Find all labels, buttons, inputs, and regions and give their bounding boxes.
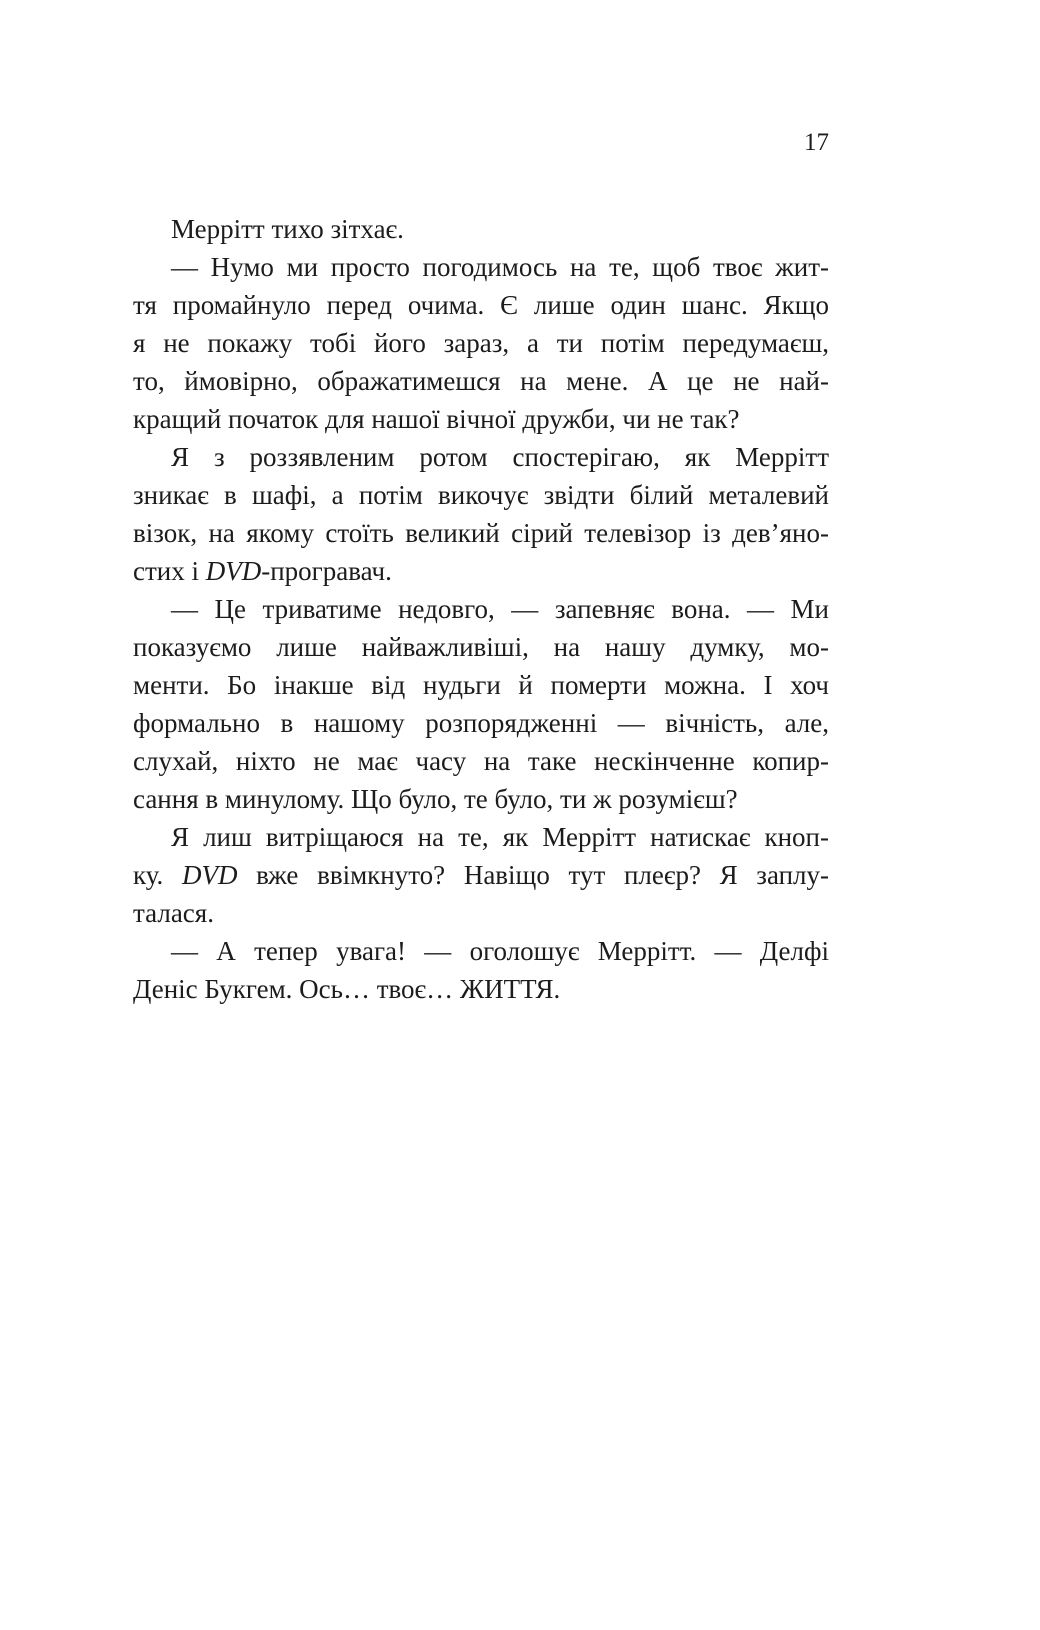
text-run: тя промайнуло перед очима. Є лише один шанс. Якщо (133, 290, 829, 320)
text-run: формально в нашому розпорядженні — вічність, але, (133, 708, 829, 738)
text-run: -програвач. (261, 556, 392, 586)
text-line (133, 286, 829, 324)
text-line (133, 704, 829, 742)
paragraph (133, 248, 829, 438)
text-line (133, 818, 829, 856)
text-line (133, 742, 829, 780)
text-run: ку. (133, 860, 182, 890)
text-run: слухай, ніхто не має часу на таке нескінченне копир- (133, 746, 829, 776)
text-run: талася. (133, 898, 214, 928)
paragraph (133, 210, 829, 248)
text-run: візок, на якому стоїть великий сірий телевізор із дев’яно- (133, 518, 829, 548)
text-run: сання в минулому. Що було, те було, ти ж розумієш? (133, 784, 738, 814)
text-line (133, 248, 829, 286)
text-line (133, 932, 829, 970)
text-line (133, 514, 829, 552)
text-run: я не покажу тобі його зараз, а ти потім передумаєш, (133, 328, 829, 358)
text-line (133, 590, 829, 628)
text-line (133, 438, 829, 476)
text-run: Я лиш витріщаюся на те, як Меррітт натискає кноп- (171, 822, 829, 852)
text-run: Меррітт тихо зітхає. (171, 214, 404, 244)
text-run: показуємо лише найважливіші, на нашу думку, мо- (133, 632, 829, 662)
text-line (133, 970, 829, 1008)
text-line (133, 628, 829, 666)
text-line (133, 780, 829, 818)
text-run: стих і (133, 556, 206, 586)
paragraph (133, 932, 829, 1008)
text-line (133, 210, 829, 248)
text-line (133, 476, 829, 514)
text-line (133, 894, 829, 932)
text-run: менти. Бо інакше від нудьги й померти можна. І хоч (133, 670, 829, 700)
text-line (133, 362, 829, 400)
text-run: — Нумо ми просто погодимось на те, щоб твоє жит- (171, 252, 829, 282)
paragraph (133, 818, 829, 932)
text-run: кращий початок для нашої вічної дружби, чи не так? (133, 404, 740, 434)
text-run: вже ввімкнуто? Навіщо тут плеєр? Я заплу- (237, 860, 829, 890)
text-line (133, 400, 829, 438)
italic-text-run: DVD (181, 860, 238, 890)
text-run: — А тепер увага! — оголошує Меррітт. — Делфі (171, 936, 829, 966)
text-run: зникає в шафі, а потім викочує звідти білий металевий (133, 480, 829, 510)
paragraph (133, 438, 829, 590)
text-line (133, 856, 829, 894)
text-run: Я з роззявленим ротом спостерігаю, як Меррітт (171, 442, 829, 472)
text-line (133, 552, 829, 590)
text-run: то, ймовірно, ображатимешся на мене. А це не най- (133, 366, 829, 396)
text-column (133, 0, 829, 1008)
text-line (133, 666, 829, 704)
text-line (133, 324, 829, 362)
text-run: — Це триватиме недовго, — запевняє вона. — Ми (171, 594, 829, 624)
paragraph (133, 590, 829, 818)
italic-text-run: DVD (205, 556, 262, 586)
text-run: Деніс Букгем. Ось… твоє… ЖИТТЯ. (133, 974, 561, 1004)
body-text (133, 210, 829, 1008)
page-number: 17 (804, 129, 829, 156)
